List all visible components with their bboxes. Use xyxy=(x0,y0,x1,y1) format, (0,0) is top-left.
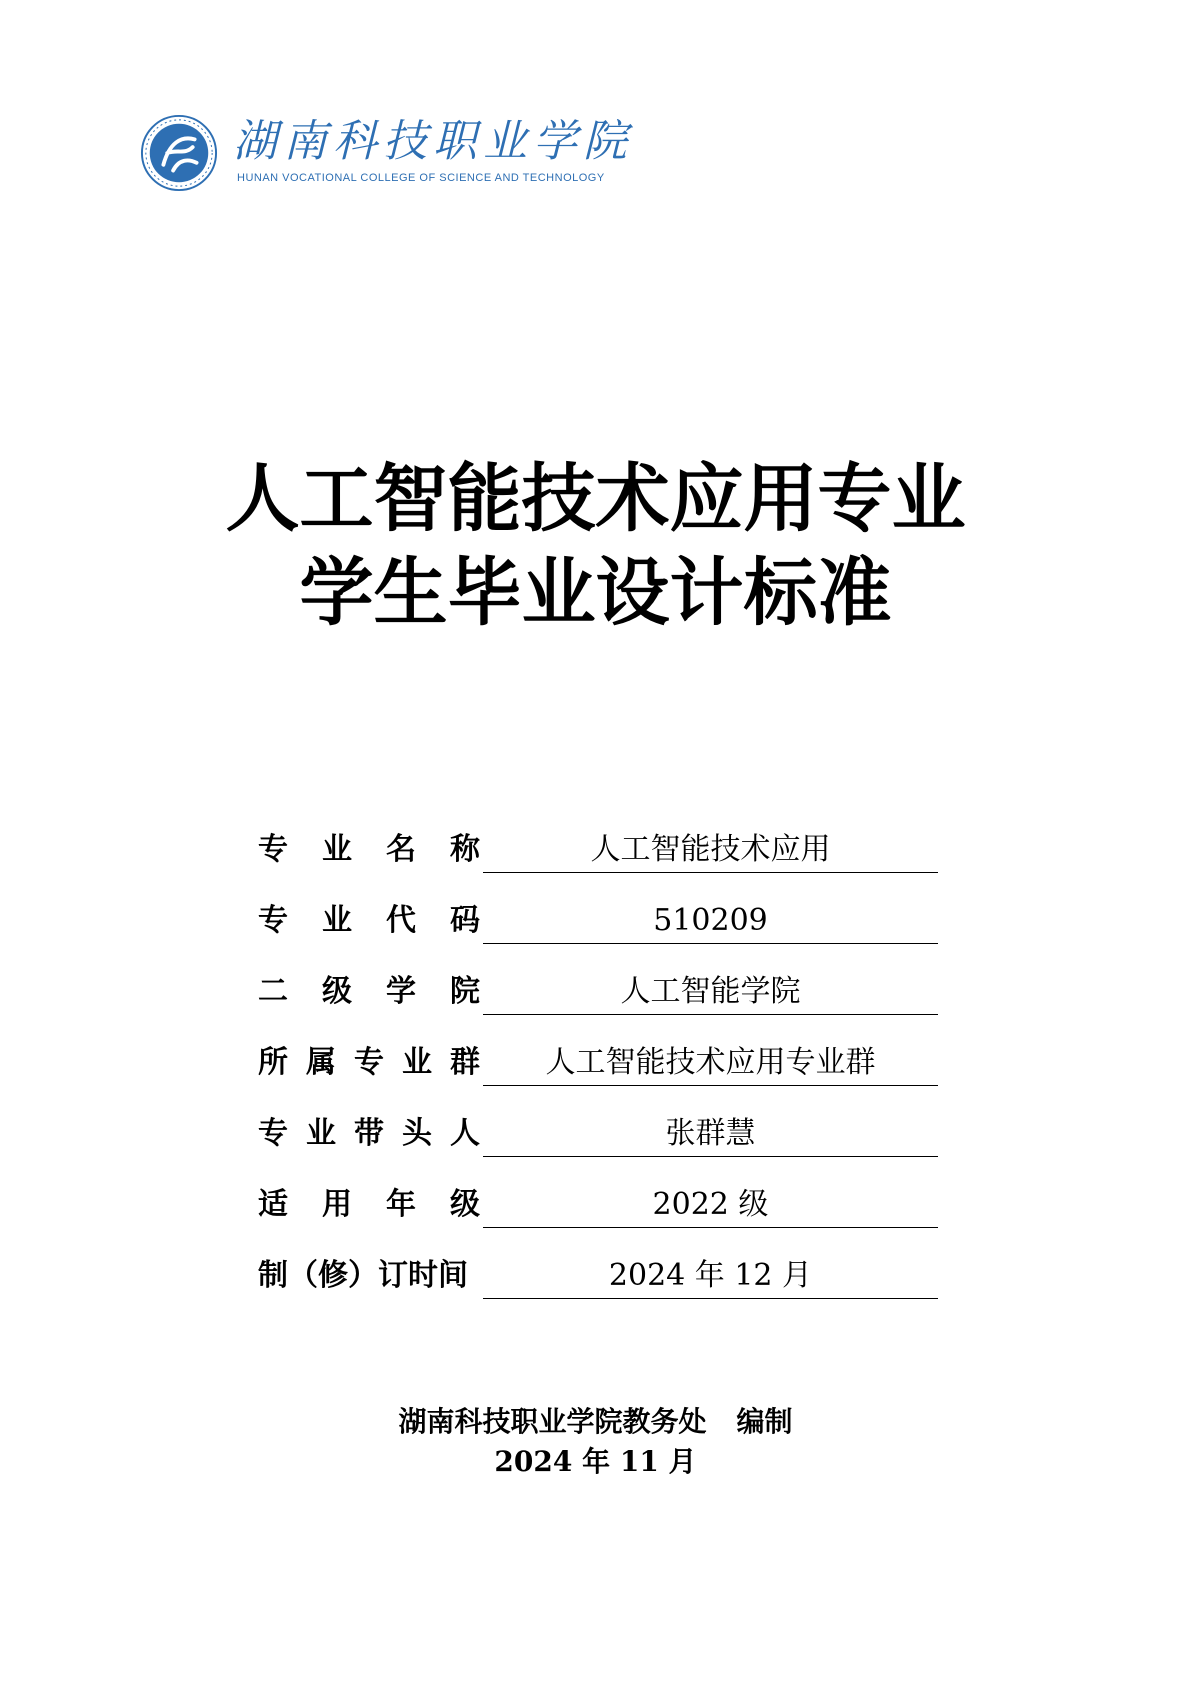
info-label: 专 业 名 称 xyxy=(258,832,480,867)
info-label: 专 业 带 头 人 xyxy=(258,1116,480,1151)
college-name-en: HUNAN VOCATIONAL COLLEGE OF SCIENCE AND TECHNOLOGY xyxy=(237,172,605,184)
college-emblem-icon xyxy=(140,114,218,192)
info-value: 510209 xyxy=(483,901,938,944)
info-label: 专 业 代 码 xyxy=(258,903,480,938)
info-label: 所 属 专 业 群 xyxy=(258,1045,480,1080)
info-row-leader xyxy=(258,1110,938,1181)
info-value: 人工智能技术应用专业群 xyxy=(483,1043,938,1086)
info-value: 2022 级 xyxy=(483,1185,938,1228)
info-row-major-name xyxy=(258,826,938,897)
info-row-major-group xyxy=(258,1039,938,1110)
info-table xyxy=(258,826,938,1323)
college-name-cn: 湖南科技职业学院 xyxy=(233,116,633,167)
info-row-revision-date xyxy=(258,1252,938,1323)
info-row-major-code xyxy=(258,897,938,968)
info-label: 适 用 年 级 xyxy=(258,1187,480,1222)
footer-publisher xyxy=(0,1400,1191,1440)
info-value: 张群慧 xyxy=(483,1114,938,1157)
info-value: 2024 年 12 月 xyxy=(483,1256,938,1299)
college-logo xyxy=(140,110,633,200)
footer-action: 编制 xyxy=(736,1405,793,1438)
footer-org: 湖南科技职业学院教务处 xyxy=(398,1405,707,1438)
info-label: 二 级 学 院 xyxy=(258,974,480,1009)
info-row-school xyxy=(258,968,938,1039)
info-value: 人工智能技术应用 xyxy=(483,830,938,873)
info-row-grade xyxy=(258,1181,938,1252)
footer-date: 2024 年 11 月 xyxy=(494,1445,697,1478)
info-label: 制（修）订时间 xyxy=(258,1258,468,1293)
document-title-line-2: 学生毕业设计标准 xyxy=(299,550,892,636)
document-title-line-1: 人工智能技术应用专业 xyxy=(225,456,966,542)
info-value: 人工智能学院 xyxy=(483,972,938,1015)
